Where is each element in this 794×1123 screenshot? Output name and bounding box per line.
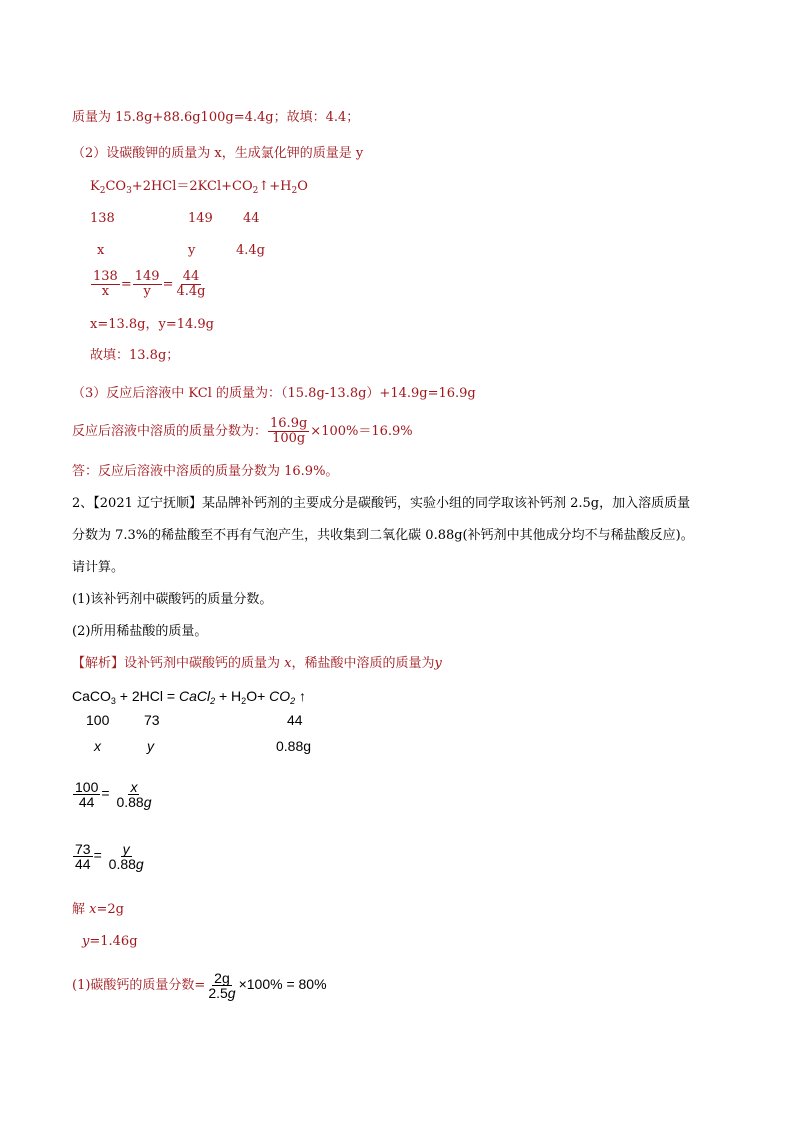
mass-138: 138 xyxy=(90,211,115,226)
mass-73: 73 xyxy=(144,712,160,728)
proportion-fractions: $\frac{138}{x}$ = $\frac{149}{y}$ = $\frac{44}{4.4g}$ xyxy=(93,269,206,299)
solve-y: y=1.46g xyxy=(82,934,138,949)
var-x2: x xyxy=(94,738,101,754)
analysis-tag: 【解析】 xyxy=(72,656,125,671)
var-y2: y xyxy=(147,738,154,754)
var-0-88g: 0.88g xyxy=(276,738,312,754)
final-answer: 答：反应后溶液中溶质的质量分数为 16.9%。 xyxy=(72,464,339,479)
q3-kcl-mass: （3）反应后溶液中 KCl 的质量为：（15.8g-13.8g）+14.9g=16.9g xyxy=(72,386,476,401)
solve-x: 解 x=2g xyxy=(72,902,124,917)
var-4-4g: 4.4g xyxy=(236,243,265,258)
fill-answer: 故填：13.8g； xyxy=(90,348,180,363)
calcium-carbonate-fraction: (1)碳酸钙的质量分数= $\frac{2g}{2.5g}$ ×100% = 80% xyxy=(72,970,327,1001)
result-xy: x=13.8g，y=14.9g xyxy=(90,317,214,332)
var-y: y xyxy=(188,243,196,258)
mass-44: 44 xyxy=(243,211,260,226)
mass-100: 100 xyxy=(86,712,110,728)
line-continue: 质量为 15.8g+88.6g100g=4.4g；故填：4.4； xyxy=(72,110,360,125)
equation-k2co3: $K_2CO_3+2HCl=2KCl+CO_2↑+H_2O$ xyxy=(90,179,308,196)
ratio-100-44: $\frac{100}{44}$ = $\frac{x}{0.88g}$ xyxy=(75,778,152,810)
q2-intro: （2）设碳酸钾的质量为 x，生成氯化钾的质量是 y xyxy=(72,146,364,161)
fraction-44-4-4g: $\frac{44}{4.4g}$ xyxy=(176,269,206,299)
mass-fraction-line: 反应后溶液中溶质的质量分数为： $\frac{16.9g}{100g}$ ×100%＝16.9% xyxy=(72,416,413,446)
fraction-138-x: $\frac{138}{x}$ xyxy=(93,269,118,299)
analysis-line: 【解析】设补钙剂中碳酸钙的质量为 x，稀盐酸中溶质的质量为y xyxy=(72,656,442,671)
mass-149: 149 xyxy=(188,211,213,226)
subquestion-2: (2)所用稀盐酸的质量。 xyxy=(72,624,208,639)
equation-caco3: CaCO$_3$ + 2HCl = CaCl$_2$ + $H_2O+ CO_2$ ↑ xyxy=(72,688,307,706)
mass-44b: 44 xyxy=(287,712,303,728)
question2-line1: 2、【2021 辽宁抚顺】某品牌补钙剂的主要成分是碳酸钙，实验小组的同学取该补钙剂 2.5g，加入溶质质量 xyxy=(72,496,691,511)
fraction-149-y: $\frac{149}{y}$ xyxy=(134,269,160,299)
question2-line3: 请计算。 xyxy=(72,560,125,575)
question2-line2: 分数为 7.3%的稀盐酸至不再有气泡产生，共收集到二氧化碳 0.88g(补钙剂中其他成分均不与稀盐酸反应)。 xyxy=(72,528,694,543)
subquestion-1: (1)该补钙剂中碳酸钙的质量分数。 xyxy=(72,592,273,607)
var-x: x xyxy=(97,243,105,258)
ratio-73-44: $\frac{73}{44}$ = $\frac{y}{0.88g}$ xyxy=(75,840,144,872)
fraction-16-9-100: $\frac{16.9g}{100g}$ xyxy=(270,416,308,446)
